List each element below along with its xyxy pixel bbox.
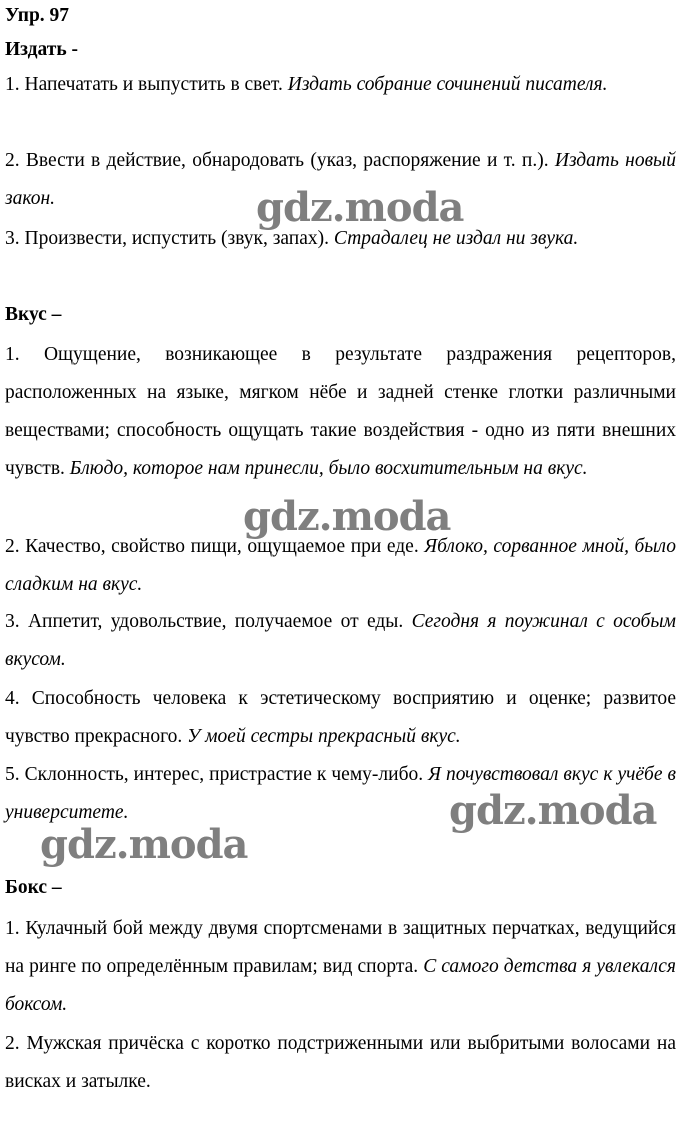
definition-example: У моей сестры прекрасный вкус. bbox=[187, 726, 461, 747]
definition-text: 5. Склонность, интерес, пристрастие к чему-либо. bbox=[5, 764, 429, 785]
definition-text: 3. Произвести, испустить (звук, запах). bbox=[5, 228, 334, 249]
watermark-logo: gdz.moda bbox=[40, 821, 248, 868]
definition-example: Издать новый закон. bbox=[5, 150, 676, 209]
definition-izdat-1 bbox=[5, 66, 676, 104]
watermark-logo: gdz.moda bbox=[256, 184, 464, 231]
definition-boks-2 bbox=[5, 1025, 676, 1101]
definition-text: 3. Аппетит, удовольствие, получаемое от еды. bbox=[5, 611, 412, 632]
definition-text: 1. Кулачный бой между двумя спортсменами в защитных перчатках, ведущийся на ринге по определённым правилам; вид спорта. bbox=[5, 918, 676, 977]
definition-text: 2. Мужская причёска с коротко подстриженными или выбритыми волосами на висках и затылке. bbox=[5, 1033, 676, 1092]
definition-izdat-3 bbox=[5, 220, 676, 258]
section-heading-izdat: Издать - bbox=[5, 39, 79, 60]
definition-vkus-1 bbox=[5, 336, 676, 488]
section-heading-boks: Бокс – bbox=[5, 877, 62, 898]
definition-vkus-5 bbox=[5, 756, 676, 832]
definition-izdat-2 bbox=[5, 142, 676, 218]
definition-vkus-2 bbox=[5, 528, 676, 604]
definition-example: Яблоко, сорванное мной, было сладким на вкус. bbox=[5, 536, 676, 595]
exercise-title: Упр. 97 bbox=[5, 5, 70, 26]
watermark-logo: gdz.moda bbox=[243, 493, 451, 540]
definition-example: Страдалец не издал ни звука. bbox=[333, 228, 579, 249]
definition-example: Сегодня я поужинал с особым вкусом. bbox=[5, 611, 676, 670]
definition-example: Я почувствовал вкус к учёбе в университете. bbox=[5, 764, 677, 823]
definition-text: 1. Напечатать и выпустить в свет. bbox=[5, 74, 288, 95]
definition-example: Издать собрание сочинений писателя. bbox=[287, 74, 608, 95]
definition-vkus-3 bbox=[5, 603, 676, 679]
section-heading-vkus: Вкус – bbox=[5, 304, 62, 325]
definition-text: 2. Качество, свойство пищи, ощущаемое при еде. bbox=[5, 536, 425, 557]
definition-text: 2. Ввести в действие, обнародовать (указ, распоряжение и т. п.). bbox=[5, 150, 555, 171]
watermark-logo: gdz.moda bbox=[449, 787, 657, 834]
definition-text: 1. Ощущение, возникающее в результате раздражения рецепторов, расположенных на языке, мягком нёбе и задней стенке глотки различными веществами; способность ощущать такие воздействия - одно из пяти внешних чувств. bbox=[5, 344, 676, 479]
definition-text: 4. Способность человека к эстетическому восприятию и оценке; развитое чувство прекрасного. bbox=[5, 688, 676, 747]
definition-vkus-4 bbox=[5, 680, 676, 756]
definition-boks-1 bbox=[5, 910, 676, 1024]
definition-example: Блюдо, которое нам принесли, было восхитительным на вкус. bbox=[69, 458, 588, 479]
definition-example: С самого детства я увлекался боксом. bbox=[5, 956, 676, 1015]
